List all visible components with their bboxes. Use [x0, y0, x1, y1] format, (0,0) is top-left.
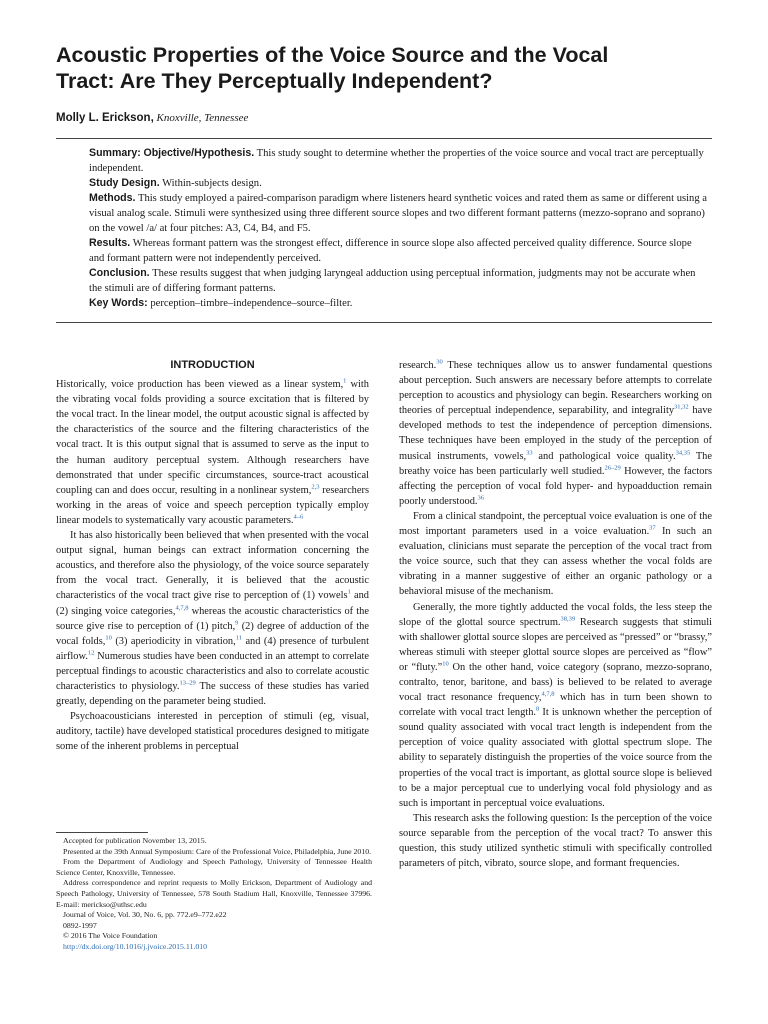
text-run: This research asks the following question: Is the perception of the voice source separable from the perception of the vocal tract? To answer this question, this study utilized synthetic stimuli with specifically controlled parameters of pitch, vibrato, source slope, and formant frequencies.: [399, 812, 712, 870]
citation-link[interactable]: 26–29: [604, 464, 621, 472]
text-run: The success of these studies has varied greatly, depending on the parameter being studied.: [56, 680, 369, 708]
footnote-journal: Journal of Voice, Vol. 30, No. 6, pp. 772.e9–772.e22: [63, 910, 227, 920]
left-column: [56, 358, 369, 754]
results-label: Results.: [89, 237, 131, 249]
abstract-design: [89, 176, 707, 191]
citation-link[interactable]: 37: [649, 524, 656, 532]
text-run: Numerous studies have been conducted in an attempt to correlate perceptual findings to acoustic characteristics and also to correlate acoustic characteristics to physiology.: [56, 650, 369, 692]
footnote-issn: 0892-1997: [63, 920, 97, 930]
citation-link[interactable]: 33: [526, 449, 533, 457]
right-column: [399, 358, 712, 871]
text-run: These techniques allow us to answer fundamental questions about perception. Such answers are necessary before attempts to correlate perception to acoustics and physiology can begin. Researchers working on theories of perceptual independence, separability, and integrality: [399, 360, 712, 417]
abstract-methods: [89, 191, 707, 236]
citation-link[interactable]: 4,7,8: [541, 690, 555, 698]
abstract-bottom-rule: [56, 322, 712, 323]
text-run: which has in turn been shown to correlate with vocal tract length.: [399, 692, 712, 719]
text-run: However, the factors affecting the perception of vocal fold hyper- and hypoadduction remain poorly understood.: [399, 465, 712, 507]
results-text: Whereas formant pattern was the strongest effect, difference in source slope also affected perceived quality difference. Source slope and formant pattern were not independently perceived.: [89, 238, 692, 264]
right-paragraph-4: [399, 811, 712, 871]
citation-link[interactable]: 8: [535, 705, 540, 713]
citation-link[interactable]: 1: [347, 588, 351, 596]
citation-link[interactable]: 30: [436, 358, 443, 366]
citation-link[interactable]: 31,32: [674, 403, 689, 411]
text-run: Historically, voice production has been viewed as a linear system,: [56, 379, 344, 391]
abstract-keywords: [89, 296, 707, 311]
citation-link[interactable]: 4,7,8: [175, 604, 189, 612]
conclusion-text: These results suggest that when judging laryngeal adduction using perceptual information, judgments may not be accurate when the stimuli are of differing formant patterns.: [89, 268, 696, 294]
citation-link[interactable]: 10: [105, 634, 112, 642]
right-paragraph-1: [399, 358, 712, 509]
text-run: whereas the acoustic characteristics of the source give rise to perception of (1) pitch,: [56, 605, 369, 632]
keywords-text: perception–timbre–independence–source–filter.: [150, 298, 353, 309]
text-run: and pathological voice quality.: [532, 450, 676, 462]
text-run: In such an evaluation, clinicians must separate the perception of the vocal tract from the voice source, such that they can assess whether the vocal folds are vibrating in a manner suggestive of either an organic pathology or a behavioral misuse of the mechanism.: [399, 526, 712, 598]
author-name: Molly L. Erickson,: [56, 112, 154, 124]
footnote-presented: Presented at the 39th Annual Symposium: Care of the Professional Voice, Philadelphia, June 2010.: [63, 846, 372, 856]
text-run: researchers working in the areas of voice and speech perception typically employ linear models to systematically vary acoustic parameters.: [56, 484, 369, 526]
left-paragraph-1: [56, 377, 369, 528]
article-title-line-2: Tract: Are They Perceptually Independent?: [56, 69, 493, 93]
text-run: The breathy voice has been particularly well studied.: [399, 450, 712, 477]
citation-link[interactable]: 11: [235, 634, 242, 642]
footnote-accepted: Accepted for publication November 13, 2015.: [63, 836, 207, 845]
citation-link[interactable]: 13–29: [179, 679, 196, 687]
citation-link[interactable]: 2,3: [311, 483, 320, 491]
text-run: Psychoacousticians interested in perception of stimuli (eg, visual, auditory, tactile) have developed statistical procedures designed to mitigate some of the inherent problems in perceptual: [56, 711, 369, 753]
article-title-line-1: Acoustic Properties of the Voice Source and the Vocal: [56, 43, 609, 67]
citation-link[interactable]: 1: [343, 377, 347, 385]
abstract-conclusion: [89, 266, 707, 296]
text-run: Research suggests that stimuli with shallower glottal source slopes are perceived as “pressed” or “brassy,” whereas stimuli with steeper glottal source slopes are perceived as “flow” or “fluty.”: [399, 616, 713, 673]
text-run: From a clinical standpoint, the perceptual voice evaluation is one of the most important parameters used in a voice evaluation.: [399, 510, 712, 538]
text-run: (2) degree of adduction of the vocal folds,: [56, 620, 369, 647]
methods-label: Methods.: [89, 192, 136, 204]
footnote-address: Address correspondence and reprint requests to Molly Erickson, Department of Audiology and Speech Pathology, University of Tennessee, 578 South Stadium Hall, Knoxville, Tennessee 37996. E-mail: merickso@uthsc.edu: [56, 878, 372, 909]
text-run: and (4) presence of turbulent airflow.: [56, 635, 369, 662]
abstract-top-rule: [56, 138, 712, 139]
text-run: (3) aperiodicity in vibration,: [111, 635, 236, 647]
objective-label: Objective/Hypothesis.: [143, 147, 255, 159]
footnote-rule: [56, 832, 148, 833]
right-paragraph-3: [399, 600, 712, 811]
introduction-heading: INTRODUCTION: [170, 359, 255, 371]
citation-link[interactable]: 10: [442, 660, 449, 668]
citation-link[interactable]: 4–6: [293, 513, 304, 521]
objective-text: This study sought to determine whether the properties of the voice source and vocal tract are perceptually independent.: [89, 148, 704, 174]
footnotes: [56, 836, 372, 953]
right-paragraph-2: [399, 509, 712, 600]
design-text: Within-subjects design.: [162, 178, 262, 189]
citation-link[interactable]: 38,39: [560, 615, 576, 623]
methods-text: This study employed a paired-comparison paradigm where listeners heard synthetic voices and rated them as same or different using a visual analog scale. Stimuli were synthesized using three different source slopes and two different formant patterns (mezzo-soprano and soprano) on the vowel /a/ at four pitches: A3, C4, B4, and F5.: [89, 193, 708, 234]
citation-link[interactable]: 9: [235, 619, 239, 627]
text-run: Generally, the more tightly adducted the vocal folds, the less steep the slope of the glottal source spectrum.: [399, 601, 712, 628]
footnote-from: From the Department of Audiology and Speech Pathology, University of Tennessee Health Science Center, Knoxville, Tennessee.: [56, 857, 372, 877]
text-run: and (2) singing voice categories,: [56, 590, 369, 617]
author-line: [56, 112, 248, 124]
text-run: It is unknown whether the perception of sound quality associated with vocal tract length is independent from the perception of voice quality associated with glottal spectrum slope. The ability to separately distinguish the properties of the voice source from the properties of the vocal tract is important, as glottal source slope is believed to be a major perceptual cue to underlying vocal fold physiology and as such is important in perceptual voice evaluations.: [399, 707, 712, 809]
text-run: have developed methods to test the independence of perception dimensions. These techniques have been employed in the study of the perception of musical instruments, vowels,: [399, 405, 713, 462]
article-title: [56, 42, 736, 94]
design-label: Study Design.: [89, 177, 160, 189]
author-affiliation: Knoxville, Tennessee: [156, 112, 249, 124]
conclusion-label: Conclusion.: [89, 267, 150, 279]
left-paragraph-2: [56, 528, 369, 709]
citation-link[interactable]: 34,35: [675, 449, 691, 457]
footnote-copyright: © 2016 The Voice Foundation: [63, 931, 158, 941]
summary-label: Summary:: [89, 147, 141, 159]
doi-link[interactable]: http://dx.doi.org/10.1016/j.jvoice.2015.11.010: [63, 941, 208, 951]
abstract-results: [89, 236, 707, 266]
citation-link[interactable]: 12: [87, 649, 95, 657]
abstract: [89, 146, 707, 311]
text-run: research.: [399, 360, 437, 371]
citation-link[interactable]: 36: [477, 494, 484, 502]
keywords-label: Key Words:: [89, 297, 148, 309]
text-run: with the vibrating vocal folds providing a source excitation that is filtered by the vocal tract. In the linear model, the output acoustic signal is affected by the characteristics of the source and the filtering characteristics of the vocal tract. It is this output signal that is assumed to serve as the input to the human auditory perceptual system. Although researchers have demonstrated that under specific circumstances, source-tract acoustical coupling can and does occur, resulting in a nonlinear system,: [56, 379, 369, 496]
text-run: It has also historically been believed that when presented with the vocal output signal, human beings can extract information concerning the acoustics, and therefore also the physiology, of the voice source separately from the vocal tract. Generally, it is believed that the acoustic characteristics of the vocal tract give rise to perception of (1) vowels: [56, 530, 369, 602]
left-paragraph-3: [56, 709, 369, 754]
text-run: On the other hand, voice category (soprano, mezzo-soprano, contralto, tenor, baritone, and bass) is believed to be related to average vocal tract resonance frequency,: [399, 661, 712, 704]
abstract-objective: [89, 146, 707, 176]
